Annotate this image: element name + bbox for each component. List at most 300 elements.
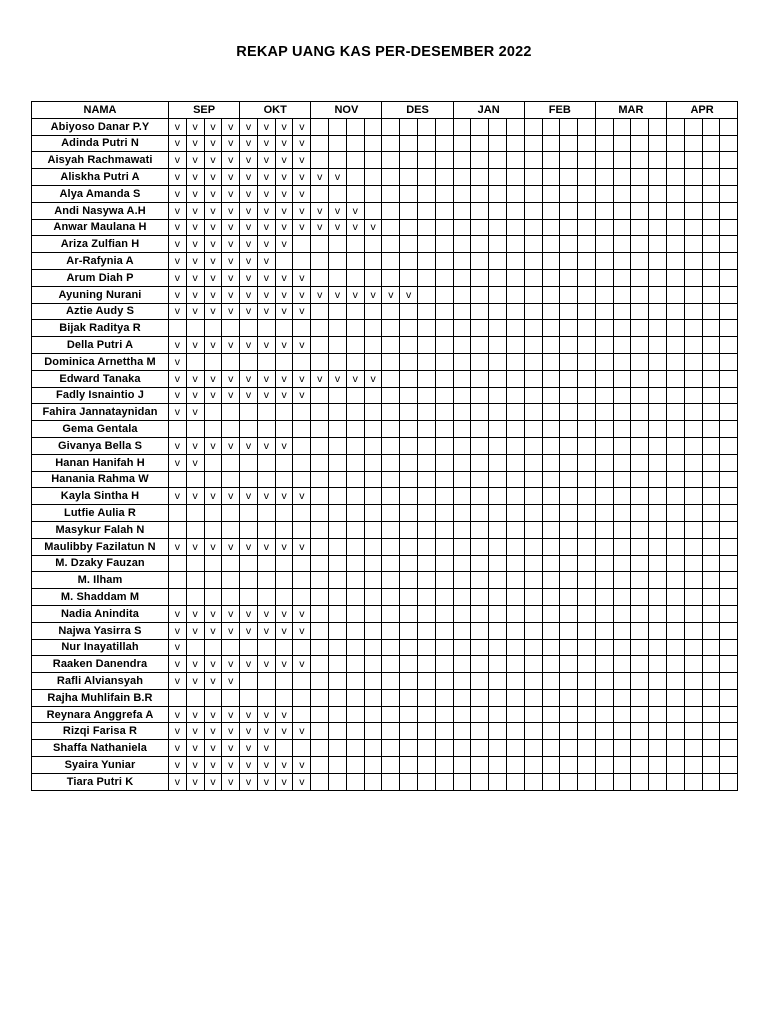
empty-week-cell (382, 773, 400, 790)
empty-week-cell (382, 152, 400, 169)
table-row (32, 169, 738, 186)
empty-week-cell (435, 169, 453, 186)
empty-week-cell (311, 387, 329, 404)
payment-mark-cell: v (169, 286, 187, 303)
empty-week-cell (489, 488, 507, 505)
payment-mark-cell: v (186, 202, 204, 219)
empty-week-cell (471, 622, 489, 639)
empty-week-cell (382, 572, 400, 589)
empty-week-cell (329, 723, 347, 740)
empty-week-cell (329, 185, 347, 202)
empty-week-cell (418, 757, 436, 774)
empty-week-cell (524, 286, 542, 303)
empty-week-cell (595, 656, 613, 673)
empty-week-cell (506, 740, 524, 757)
empty-week-cell (595, 236, 613, 253)
empty-week-cell (613, 740, 631, 757)
empty-week-cell (524, 370, 542, 387)
empty-week-cell (506, 589, 524, 606)
empty-week-cell (435, 303, 453, 320)
empty-week-cell (578, 555, 596, 572)
empty-week-cell (293, 236, 311, 253)
empty-week-cell (684, 740, 702, 757)
empty-week-cell (222, 421, 240, 438)
empty-week-cell (666, 269, 684, 286)
payment-mark-cell: v (346, 202, 364, 219)
empty-week-cell (435, 689, 453, 706)
payment-mark-cell: v (222, 202, 240, 219)
payment-mark-cell: v (204, 303, 222, 320)
empty-week-cell (631, 253, 649, 270)
empty-week-cell (489, 538, 507, 555)
payment-mark-cell: v (275, 135, 293, 152)
empty-week-cell (560, 538, 578, 555)
payment-mark-cell: v (169, 706, 187, 723)
empty-week-cell (666, 320, 684, 337)
empty-week-cell (542, 135, 560, 152)
empty-week-cell (275, 421, 293, 438)
empty-week-cell (293, 404, 311, 421)
member-name-cell: Ar-Rafynia A (32, 253, 169, 270)
empty-week-cell (666, 303, 684, 320)
payment-mark-cell: v (222, 757, 240, 774)
empty-week-cell (382, 723, 400, 740)
empty-week-cell (631, 589, 649, 606)
empty-week-cell (631, 421, 649, 438)
empty-week-cell (489, 689, 507, 706)
empty-week-cell (684, 353, 702, 370)
column-header-month: OKT (240, 102, 311, 119)
empty-week-cell (542, 118, 560, 135)
empty-week-cell (453, 723, 471, 740)
empty-week-cell (346, 269, 364, 286)
empty-week-cell (453, 253, 471, 270)
empty-week-cell (204, 421, 222, 438)
empty-week-cell (346, 706, 364, 723)
empty-week-cell (293, 673, 311, 690)
payment-mark-cell: v (186, 135, 204, 152)
empty-week-cell (720, 387, 738, 404)
empty-week-cell (471, 521, 489, 538)
empty-week-cell (346, 404, 364, 421)
empty-week-cell (382, 706, 400, 723)
payment-mark-cell: v (169, 370, 187, 387)
member-name-cell: M. Dzaky Fauzan (32, 555, 169, 572)
empty-week-cell (649, 236, 667, 253)
payment-mark-cell: v (257, 118, 275, 135)
empty-week-cell (489, 337, 507, 354)
empty-week-cell (702, 488, 720, 505)
payment-mark-cell: v (275, 219, 293, 236)
payment-mark-cell: v (275, 773, 293, 790)
payment-mark-cell: v (204, 740, 222, 757)
payment-mark-cell: v (204, 253, 222, 270)
empty-week-cell (578, 622, 596, 639)
empty-week-cell (720, 219, 738, 236)
empty-week-cell (684, 773, 702, 790)
payment-mark-cell: v (169, 723, 187, 740)
empty-week-cell (666, 286, 684, 303)
empty-week-cell (364, 202, 382, 219)
member-name-cell: Dominica Arnettha M (32, 353, 169, 370)
empty-week-cell (595, 505, 613, 522)
empty-week-cell (506, 639, 524, 656)
table-row (32, 286, 738, 303)
empty-week-cell (720, 337, 738, 354)
payment-mark-cell: v (169, 740, 187, 757)
empty-week-cell (346, 471, 364, 488)
empty-week-cell (435, 118, 453, 135)
empty-week-cell (666, 689, 684, 706)
payment-mark-cell: v (311, 202, 329, 219)
empty-week-cell (364, 152, 382, 169)
empty-week-cell (311, 505, 329, 522)
empty-week-cell (275, 505, 293, 522)
payment-mark-cell: v (204, 723, 222, 740)
empty-week-cell (578, 639, 596, 656)
empty-week-cell (666, 605, 684, 622)
empty-week-cell (524, 673, 542, 690)
empty-week-cell (364, 421, 382, 438)
empty-week-cell (560, 488, 578, 505)
empty-week-cell (702, 622, 720, 639)
empty-week-cell (666, 471, 684, 488)
empty-week-cell (275, 253, 293, 270)
empty-week-cell (524, 236, 542, 253)
payment-mark-cell: v (293, 135, 311, 152)
empty-week-cell (418, 219, 436, 236)
empty-week-cell (560, 202, 578, 219)
empty-week-cell (453, 202, 471, 219)
member-name-cell: Raaken Danendra (32, 656, 169, 673)
payment-mark-cell: v (222, 185, 240, 202)
payment-mark-cell: v (275, 437, 293, 454)
empty-week-cell (489, 656, 507, 673)
empty-week-cell (453, 505, 471, 522)
empty-week-cell (684, 673, 702, 690)
empty-week-cell (613, 404, 631, 421)
empty-week-cell (240, 454, 258, 471)
payment-mark-cell: v (293, 656, 311, 673)
empty-week-cell (578, 286, 596, 303)
empty-week-cell (542, 236, 560, 253)
empty-week-cell (400, 135, 418, 152)
payment-mark-cell: v (204, 773, 222, 790)
empty-week-cell (382, 303, 400, 320)
payment-mark-cell: v (240, 757, 258, 774)
empty-week-cell (222, 572, 240, 589)
payment-mark-cell: v (169, 253, 187, 270)
empty-week-cell (560, 253, 578, 270)
empty-week-cell (275, 320, 293, 337)
empty-week-cell (453, 673, 471, 690)
empty-week-cell (311, 118, 329, 135)
empty-week-cell (702, 471, 720, 488)
empty-week-cell (578, 236, 596, 253)
empty-week-cell (471, 740, 489, 757)
empty-week-cell (702, 320, 720, 337)
empty-week-cell (560, 152, 578, 169)
payment-mark-cell: v (293, 202, 311, 219)
column-header-month: MAR (595, 102, 666, 119)
payment-mark-cell: v (257, 437, 275, 454)
empty-week-cell (631, 454, 649, 471)
empty-week-cell (311, 421, 329, 438)
empty-week-cell (275, 689, 293, 706)
empty-week-cell (489, 773, 507, 790)
empty-week-cell (506, 488, 524, 505)
member-name-cell: Tiara Putri K (32, 773, 169, 790)
empty-week-cell (222, 521, 240, 538)
empty-week-cell (506, 337, 524, 354)
empty-week-cell (720, 303, 738, 320)
empty-week-cell (435, 572, 453, 589)
payment-mark-cell: v (169, 454, 187, 471)
empty-week-cell (506, 353, 524, 370)
table-row (32, 706, 738, 723)
empty-week-cell (382, 639, 400, 656)
empty-week-cell (293, 521, 311, 538)
empty-week-cell (400, 253, 418, 270)
empty-week-cell (293, 454, 311, 471)
empty-week-cell (382, 320, 400, 337)
empty-week-cell (364, 437, 382, 454)
payment-mark-cell: v (186, 773, 204, 790)
empty-week-cell (578, 538, 596, 555)
empty-week-cell (684, 505, 702, 522)
payment-mark-cell: v (222, 656, 240, 673)
empty-week-cell (311, 471, 329, 488)
empty-week-cell (524, 589, 542, 606)
empty-week-cell (613, 757, 631, 774)
payment-mark-cell: v (186, 538, 204, 555)
empty-week-cell (364, 706, 382, 723)
table-row (32, 622, 738, 639)
empty-week-cell (364, 757, 382, 774)
payment-mark-cell: v (222, 387, 240, 404)
empty-week-cell (489, 723, 507, 740)
empty-week-cell (418, 286, 436, 303)
empty-week-cell (418, 152, 436, 169)
empty-week-cell (631, 740, 649, 757)
empty-week-cell (364, 673, 382, 690)
empty-week-cell (435, 740, 453, 757)
empty-week-cell (578, 253, 596, 270)
empty-week-cell (418, 505, 436, 522)
empty-week-cell (542, 387, 560, 404)
table-row (32, 757, 738, 774)
empty-week-cell (329, 757, 347, 774)
payment-mark-cell: v (186, 269, 204, 286)
payment-mark-cell: v (275, 118, 293, 135)
empty-week-cell (400, 370, 418, 387)
empty-week-cell (649, 555, 667, 572)
empty-week-cell (435, 605, 453, 622)
member-name-cell: M. Ilham (32, 572, 169, 589)
empty-week-cell (364, 740, 382, 757)
empty-week-cell (400, 622, 418, 639)
empty-week-cell (684, 303, 702, 320)
empty-week-cell (613, 421, 631, 438)
empty-week-cell (453, 521, 471, 538)
empty-week-cell (578, 135, 596, 152)
payment-mark-cell: v (293, 488, 311, 505)
empty-week-cell (364, 118, 382, 135)
member-name-cell: Aisyah Rachmawati (32, 152, 169, 169)
table-row (32, 253, 738, 270)
empty-week-cell (595, 269, 613, 286)
empty-week-cell (649, 152, 667, 169)
payment-mark-cell: v (222, 437, 240, 454)
empty-week-cell (649, 505, 667, 522)
empty-week-cell (666, 454, 684, 471)
empty-week-cell (329, 488, 347, 505)
empty-week-cell (204, 689, 222, 706)
empty-week-cell (489, 555, 507, 572)
payment-mark-cell: v (240, 269, 258, 286)
empty-week-cell (631, 773, 649, 790)
empty-week-cell (489, 572, 507, 589)
column-header-month: DES (382, 102, 453, 119)
payment-mark-cell: v (240, 706, 258, 723)
empty-week-cell (400, 538, 418, 555)
empty-week-cell (453, 689, 471, 706)
empty-week-cell (666, 353, 684, 370)
empty-week-cell (542, 454, 560, 471)
payment-mark-cell: v (257, 253, 275, 270)
empty-week-cell (631, 471, 649, 488)
empty-week-cell (560, 269, 578, 286)
empty-week-cell (293, 421, 311, 438)
empty-week-cell (169, 555, 187, 572)
payment-mark-cell: v (275, 605, 293, 622)
empty-week-cell (311, 605, 329, 622)
empty-week-cell (578, 757, 596, 774)
empty-week-cell (311, 773, 329, 790)
payment-mark-cell: v (186, 656, 204, 673)
empty-week-cell (684, 488, 702, 505)
payment-mark-cell: v (240, 152, 258, 169)
payment-mark-cell: v (257, 269, 275, 286)
empty-week-cell (702, 656, 720, 673)
payment-mark-cell: v (169, 656, 187, 673)
empty-week-cell (720, 505, 738, 522)
empty-week-cell (382, 656, 400, 673)
empty-week-cell (720, 253, 738, 270)
payment-mark-cell: v (186, 706, 204, 723)
payment-mark-cell: v (169, 437, 187, 454)
empty-week-cell (453, 286, 471, 303)
empty-week-cell (311, 404, 329, 421)
empty-week-cell (524, 437, 542, 454)
empty-week-cell (720, 404, 738, 421)
payment-mark-cell: v (169, 135, 187, 152)
empty-week-cell (364, 454, 382, 471)
empty-week-cell (595, 572, 613, 589)
empty-week-cell (471, 505, 489, 522)
empty-week-cell (400, 387, 418, 404)
empty-week-cell (702, 740, 720, 757)
empty-week-cell (631, 656, 649, 673)
empty-week-cell (311, 488, 329, 505)
empty-week-cell (524, 538, 542, 555)
empty-week-cell (595, 605, 613, 622)
member-name-cell: Nur Inayatillah (32, 639, 169, 656)
member-name-cell: Rajha Muhlifain B.R (32, 689, 169, 706)
empty-week-cell (560, 387, 578, 404)
empty-week-cell (400, 505, 418, 522)
empty-week-cell (222, 454, 240, 471)
empty-week-cell (524, 303, 542, 320)
empty-week-cell (578, 521, 596, 538)
empty-week-cell (631, 303, 649, 320)
empty-week-cell (542, 169, 560, 186)
empty-week-cell (471, 589, 489, 606)
empty-week-cell (364, 320, 382, 337)
empty-week-cell (649, 673, 667, 690)
empty-week-cell (311, 303, 329, 320)
member-name-cell: Ayuning Nurani (32, 286, 169, 303)
empty-week-cell (329, 236, 347, 253)
empty-week-cell (382, 689, 400, 706)
table-row (32, 572, 738, 589)
empty-week-cell (453, 488, 471, 505)
empty-week-cell (329, 521, 347, 538)
empty-week-cell (257, 421, 275, 438)
empty-week-cell (613, 219, 631, 236)
empty-week-cell (471, 471, 489, 488)
payment-mark-cell: v (311, 370, 329, 387)
empty-week-cell (382, 538, 400, 555)
empty-week-cell (435, 236, 453, 253)
empty-week-cell (435, 404, 453, 421)
empty-week-cell (524, 689, 542, 706)
payment-mark-cell: v (186, 169, 204, 186)
empty-week-cell (364, 689, 382, 706)
payment-mark-cell: v (329, 202, 347, 219)
empty-week-cell (631, 723, 649, 740)
empty-week-cell (542, 152, 560, 169)
empty-week-cell (595, 639, 613, 656)
empty-week-cell (595, 706, 613, 723)
empty-week-cell (595, 421, 613, 438)
empty-week-cell (418, 622, 436, 639)
empty-week-cell (418, 521, 436, 538)
empty-week-cell (364, 337, 382, 354)
empty-week-cell (649, 706, 667, 723)
empty-week-cell (346, 253, 364, 270)
empty-week-cell (524, 337, 542, 354)
empty-week-cell (613, 589, 631, 606)
empty-week-cell (400, 353, 418, 370)
empty-week-cell (506, 202, 524, 219)
empty-week-cell (506, 689, 524, 706)
empty-week-cell (471, 219, 489, 236)
empty-week-cell (364, 656, 382, 673)
empty-week-cell (506, 269, 524, 286)
empty-week-cell (631, 236, 649, 253)
payment-mark-cell: v (275, 303, 293, 320)
empty-week-cell (435, 521, 453, 538)
payment-mark-cell: v (169, 622, 187, 639)
empty-week-cell (613, 320, 631, 337)
payment-mark-cell: v (275, 387, 293, 404)
empty-week-cell (204, 639, 222, 656)
empty-week-cell (595, 622, 613, 639)
payment-mark-cell: v (364, 219, 382, 236)
payment-mark-cell: v (169, 353, 187, 370)
member-name-cell: Hanania Rahma W (32, 471, 169, 488)
